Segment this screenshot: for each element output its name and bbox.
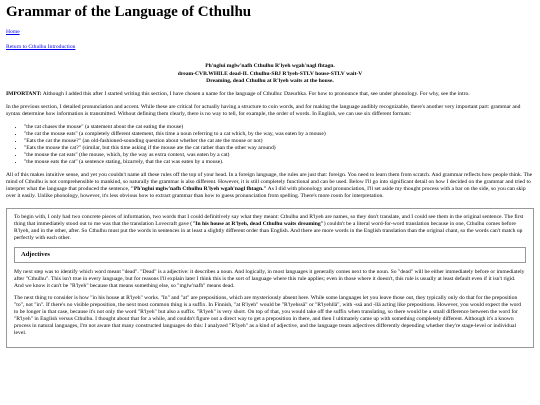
important-note xyxy=(6,91,534,98)
paragraph-text: All of this makes intuitive sense, and yet you couldn't name all these rules off the top of your head. In a foreign language, the rules are just that: foreign. You need to learn them from scratch. And grammar reflects how people think. The mind of Cthulhu is not comprehensible to mankind, so naturally the grammar is also different. However, it is still completely functional and can be used. Below I'll go into significant detail on how I decided on the grammar and tried to interpret what the language that produced the sentence, xyxy=(6,172,533,193)
verse-gloss: dream-CVB.WHILE dead-IL Cthulhu-SBJ R'lyeh-STLV house-STLV wait-V xyxy=(177,70,363,77)
paragraph-text: ) couldn't be a literal word-for-word translation because in one, Cthulhu comes before R'lyeh, and in the other, after. So Cthulhu must put the words in sentences in at least a slightly different order than English. And there are more words in the English translation than the original chant, so the words can't match up perfectly with each other. xyxy=(14,221,523,242)
page-title: Grammar of the Language of Cthulhu xyxy=(6,4,252,20)
list-item: • "the mouse eats the cat" (a sentence stating, bizarrely, that the cat was eaten by a mouse). xyxy=(24,159,534,166)
return-to-intro-link[interactable]: Return to Cthulhu Introduction xyxy=(6,44,76,51)
thought-process-box xyxy=(6,208,534,348)
grammar-intro-paragraph xyxy=(6,172,534,200)
list-item: • "Eats the cat the mouse?" (an old-fashioned-sounding question about whether the cat ate the mouse or not) xyxy=(24,138,534,145)
list-item: • "Eats the mouse the cat?" (similar, but this time asking if the mouse ate the cat rather than the other way around) xyxy=(24,145,534,152)
intro-paragraph: In the previous section, I detailed pronunciation and accent. While these are critical for actually having a structure to coin words, and for making the language audibly recognizable, there's another very important part: grammar and syntax determine how information is transmitted. Without defining them clearly, there is no way to tell, for example, the order of words. In English, we can use six different formats: xyxy=(6,104,521,118)
translation-quote: "In his house at R'lyeh, dead Cthulhu waits dreaming" xyxy=(192,221,324,228)
box-paragraph xyxy=(14,214,526,242)
list-item: • "the cat the mouse eats" (a completely different statement, this time a noun referring to a cat which, by the way, was eaten by a mouse) xyxy=(24,131,534,138)
adjectives-paragraph: My next step was to identify which word meant "dead". "Dead" is a adjective: it describes a noun. And logically, in most languages it generally comes next to the noun. So "dead" will be either immediately before or immediately after "Cthulhu". This isn't true in every language, but for reasons I'll explain later I think this is the sort of language where this rule applies; even in those where it doesn't, this rule is usually at least default even if it isn't rigid. And we know it can't be "R'lyeh" because that means something else, so "mglw'nafh" means dead. xyxy=(14,269,525,290)
home-link[interactable]: Home xyxy=(6,28,20,35)
verse-translation: Dreaming, dead Cthulhu at R'lyeh waits at the house. xyxy=(206,78,334,84)
list-item: • "the cat chases the mouse" (a statement about the cat eating the mouse) xyxy=(24,124,534,131)
important-label: IMPORTANT: xyxy=(6,91,42,98)
paragraph-text: To begin with, I only had two concrete pieces of information, two words that I could definitively say what they meant: Cthulhu and R'lyeh are names, so they don't translate, and I could see them in the original sentence. The first thing that immediately stood out to me was that the translation Lovecraft gave ( xyxy=(14,214,524,228)
important-text: Although I added this after I started writing this section, I have chosen a name for the language of Cthulhu: Dzeurhka. For how to pronounce that, see under phonology. For why, see the intro. xyxy=(41,91,470,98)
chant-quote: "Ph'nglui mglw'nafh Cthulhu R'lyeh wgah'nagl fhtagn." xyxy=(130,186,267,193)
adjectives-section-box xyxy=(14,247,526,263)
verse-block xyxy=(6,63,534,85)
verse-original: Ph'nglui mglw'nafh Cthulhu R'lyeh wgah'nagl fhtagn. xyxy=(205,63,335,70)
word-order-examples-list xyxy=(6,124,534,166)
paragraph-text: As I did with phonology and pronunciation, I'll set aside my thought process with a bar on the side, so you can skip over it easily. Unlike phonology, however, it's less obvious how to extract grammar than how to guess pronunciation from spelling. There's more room for interpretation. xyxy=(6,186,526,200)
adjectives-heading: Adjectives xyxy=(21,251,50,258)
list-item: • "the mouse the cat eats" (the mouse, which, by the way as extra context, was eaten by a cat) xyxy=(24,152,534,159)
prepositions-paragraph: The next thing to consider is how "in his house at R'lyeh" works. "In" and "at" are prepositions, which are mysteriously absent here. While some languages let you leave those out, they typically only do that for the preposition "to", not "in". If there's no visible preposition, the next most common thing is a suffix. In Finnish, "at R'lyeh" would be "R'lyehssä" or "R'lyehllä", with -ssä and -llä acting like prepositions. However, you would expect the word to be longer in that case, because it's not only the word "R'lyeh" but also a suffix. "R'lyeh" is very short. On top of that, you would take off the suffix when translating, so there would be a small difference between the word for "R'lyeh" in English versus Cthulhu. I thought about that for a while, and couldn't figure out a direct way to get a preposition in there, and then I ultimately came up with something completely different. Although it's a known process in natural languages, I'm not aware that many constructed languages do this: I analyzed "R'lyeh" as a kind of adjective, and the language treats adjectives differently depending whether they're stage-level or individual level. xyxy=(14,295,522,336)
